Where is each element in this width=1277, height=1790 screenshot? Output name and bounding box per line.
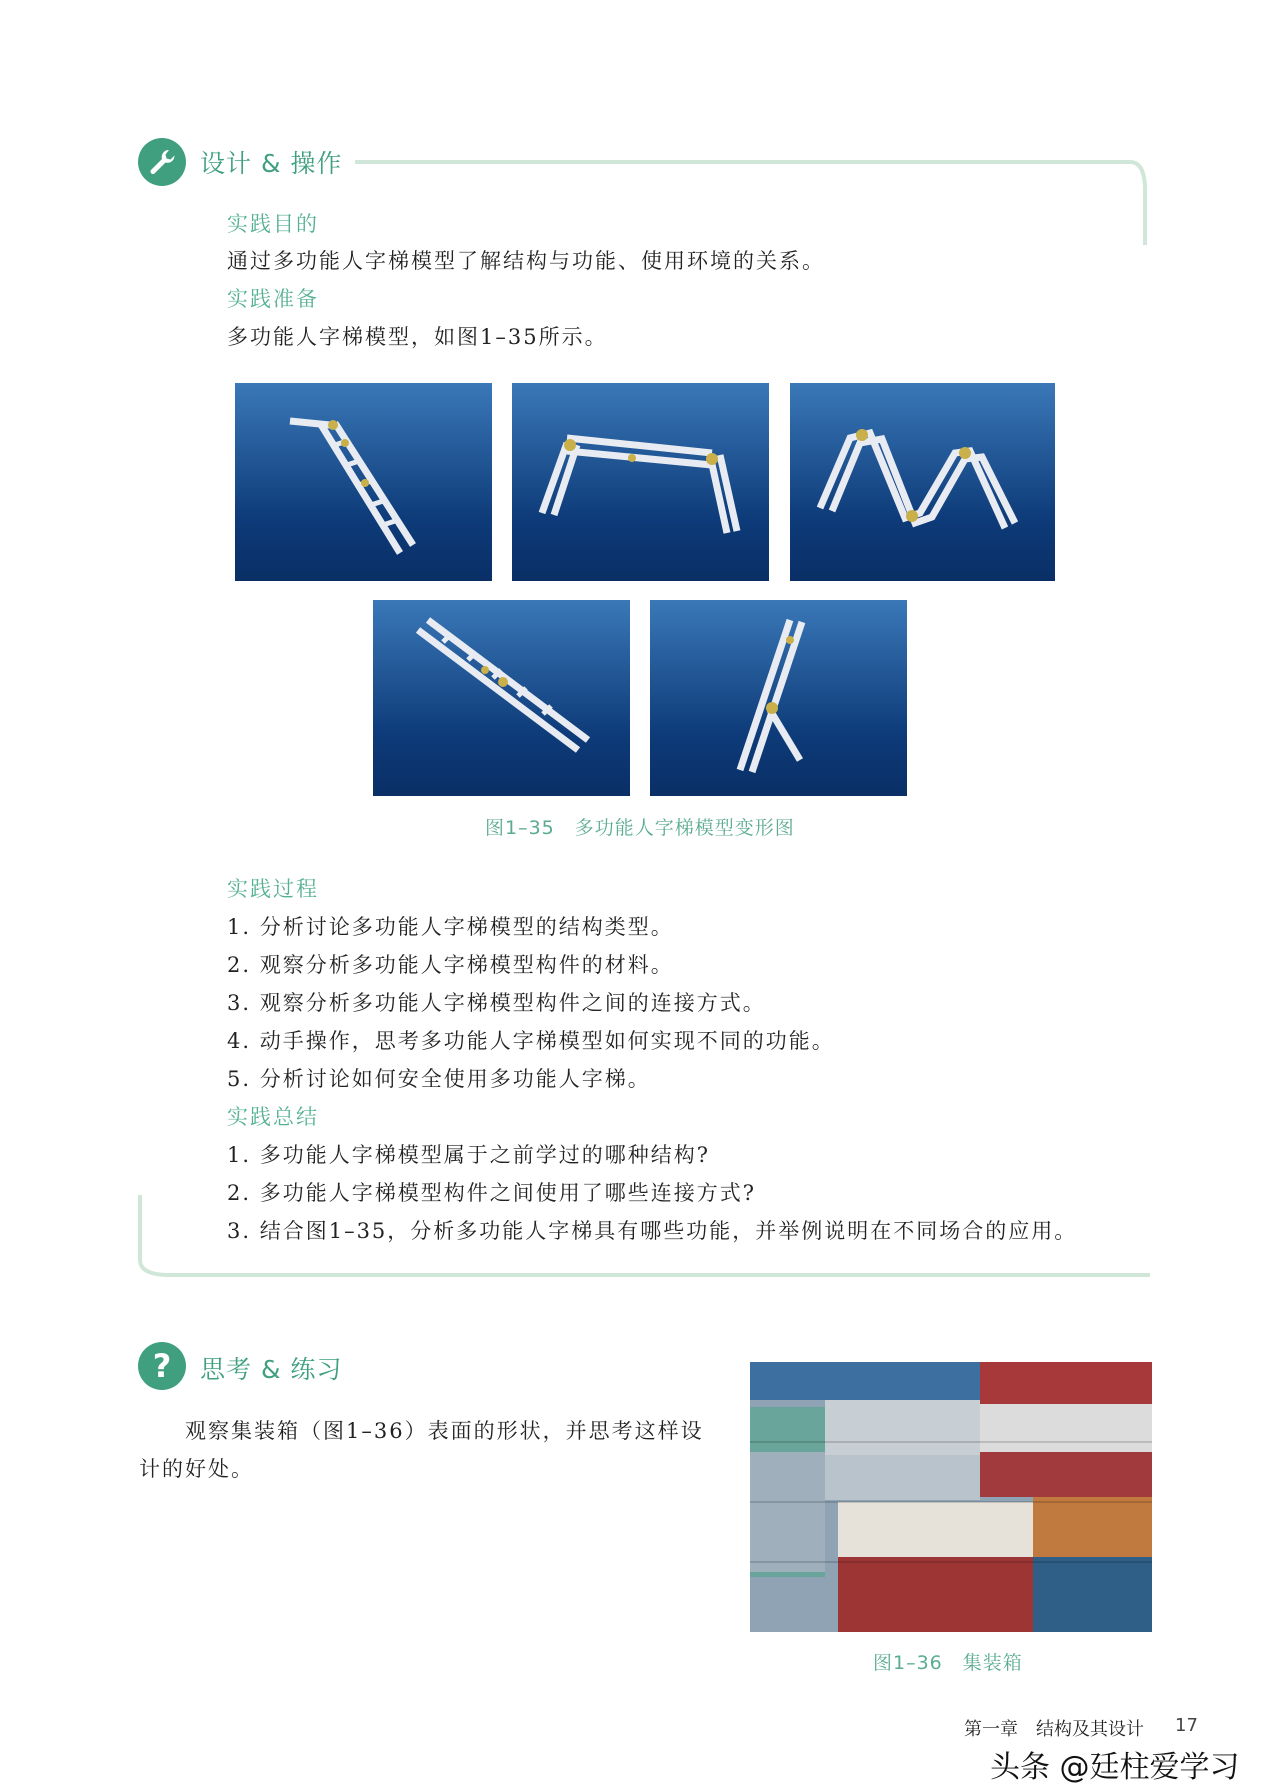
ladder-photo-3 — [790, 383, 1055, 581]
summary-item-3: 3. 结合图1–35，分析多功能人字梯具有哪些功能，并举例说明在不同场合的应用。 — [227, 1219, 1078, 1243]
container-photo — [750, 1362, 1152, 1632]
process-item-5: 5. 分析讨论如何安全使用多功能人字梯。 — [227, 1067, 651, 1091]
process-heading: 实践过程 — [227, 877, 319, 901]
purpose-text: 通过多功能人字梯模型了解结构与功能、使用环境的关系。 — [227, 249, 825, 273]
process-item-1: 1. 分析讨论多功能人字梯模型的结构类型。 — [227, 915, 674, 939]
page-number: 17 — [1175, 1715, 1198, 1736]
ladder-photo-2 — [512, 383, 769, 581]
ladder-photo-4 — [373, 600, 630, 796]
purpose-heading: 实践目的 — [227, 212, 319, 236]
design-section-heading: 设计 & 操作 — [200, 149, 343, 178]
summary-heading: 实践总结 — [227, 1105, 319, 1129]
prep-text: 多功能人字梯模型，如图1–35所示。 — [227, 325, 608, 349]
source-watermark: 头条 @廷柱爱学习 — [990, 1750, 1240, 1785]
summary-item-2: 2. 多功能人字梯模型构件之间使用了哪些连接方式? — [227, 1181, 756, 1205]
process-item-4: 4. 动手操作，思考多功能人字梯模型如何实现不同的功能。 — [227, 1029, 835, 1053]
chapter-footer: 第一章 结构及其设计 — [964, 1719, 1144, 1740]
summary-item-1: 1. 多功能人字梯模型属于之前学过的哪种结构? — [227, 1143, 710, 1167]
figure-1-36-caption: 图1–36 集装箱 — [873, 1652, 1023, 1674]
process-item-2: 2. 观察分析多功能人字梯模型构件的材料。 — [227, 953, 674, 977]
prep-heading: 实践准备 — [227, 287, 319, 311]
think-text-line-1: 观察集装箱（图1–36）表面的形状，并思考这样设 — [185, 1419, 704, 1443]
question-icon: ? — [138, 1342, 186, 1390]
figure-1-35-caption: 图1–35 多功能人字梯模型变形图 — [485, 817, 795, 839]
wrench-icon — [138, 138, 186, 186]
ladder-photo-1 — [235, 383, 492, 581]
process-item-3: 3. 观察分析多功能人字梯模型构件之间的连接方式。 — [227, 991, 766, 1015]
ladder-photo-5 — [650, 600, 907, 796]
think-section-heading: 思考 & 练习 — [200, 1355, 343, 1384]
think-text-line-2: 计的好处。 — [139, 1457, 254, 1481]
